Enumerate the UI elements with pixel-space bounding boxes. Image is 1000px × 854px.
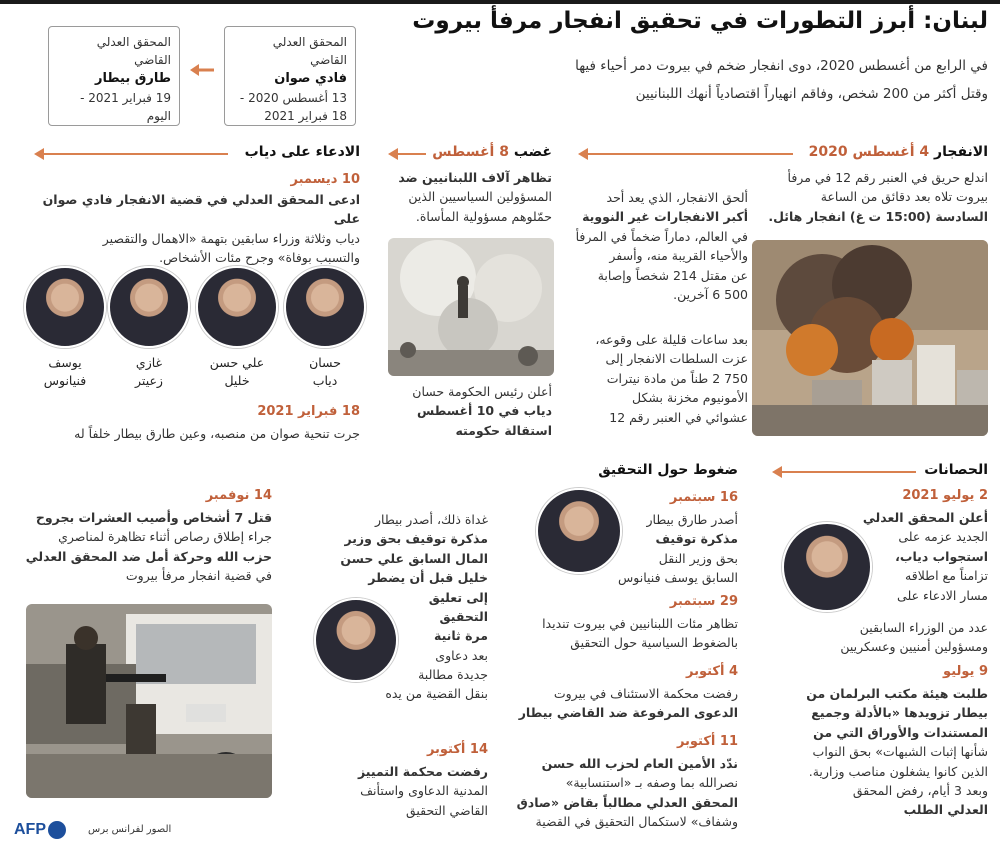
pressure-heading: ضغوط حول التحقيق <box>598 462 738 478</box>
text-line: والتسبب بوفاة» وجرح مئات الأشخاص. <box>159 250 360 266</box>
text-line: نصرالله بما وصفه بـ «استنسابية» <box>565 775 738 791</box>
text-line: بعد ساعات قليلة على وقوعه، <box>595 332 748 347</box>
immunity-heading: الحصانات <box>924 462 988 478</box>
text-line: عزت السلطات الانفجار إلى <box>605 351 748 367</box>
arrow-left-icon <box>578 148 588 160</box>
explosion-heading <box>809 144 988 160</box>
warrant-date: 14 أكتوبر <box>426 742 488 757</box>
clashes-photo <box>26 604 272 798</box>
removal-text: جرت تنحية صوان من منصبه، وعين طارق بيطار خلفاً له <box>74 426 360 441</box>
text-line: عن مقتل 214 شخصاً وإصابة <box>597 267 748 283</box>
resignation-text <box>386 382 552 440</box>
text-line: استقالة حكومته <box>455 422 552 438</box>
text-line: 750 2 طناً من مادة نيترات <box>606 370 748 386</box>
text-line: أصدر طارق بيطار <box>646 512 738 527</box>
pressure-text-4 <box>498 754 738 832</box>
immunity-text-1b <box>748 618 988 657</box>
text-line: أعلن رئيس الحكومة حسان <box>412 384 552 399</box>
name-line: علي حسن <box>209 355 265 370</box>
afp-logo <box>14 818 66 842</box>
clashes-date: 14 نوفمبر <box>205 488 272 503</box>
text-line: بالضغوط السياسية حول التحقيق <box>570 635 738 651</box>
text-line: حزب الله وحركة أمل ضد المحقق العدلي <box>25 548 272 564</box>
timeline-arrow <box>782 471 916 473</box>
text-line: جديدة مطالبة <box>418 667 488 682</box>
avatar-diab <box>284 266 366 348</box>
text-line: التحقيق <box>439 608 488 624</box>
timeline-arrow <box>44 153 228 155</box>
judge-name: طارق بيطار <box>95 71 171 86</box>
text-line: غداة ذلك، أصدر بيطار <box>374 512 488 527</box>
text-line: السابق يوسف فنيانوس <box>618 570 738 586</box>
text-line: تزامناً مع اطلاقه <box>905 568 988 584</box>
text-line: خليل قبل أن يضطر <box>368 570 488 586</box>
judge-role: المحقق العدلي القاضي <box>272 35 347 67</box>
text-line: مذكرة توقيف <box>655 531 738 547</box>
avatar <box>782 522 872 612</box>
judge-period-start: 19 فبراير 2021 - <box>80 90 171 105</box>
afp-logo-text: AFP <box>14 821 46 838</box>
explosion-casualties-text <box>553 188 748 304</box>
text-line: الأمونيوم مخزنة بشكل <box>632 390 748 406</box>
text-line: ندّد الأمين العام لحزب الله حسن <box>541 756 738 771</box>
avatar-zeaiter <box>108 266 190 348</box>
name-line: يوسف <box>48 355 82 370</box>
avatar-fenianos <box>24 266 106 348</box>
text-line: عشوائي في العنبر رقم 12 <box>609 409 748 425</box>
explosion-photo <box>752 240 988 436</box>
immunity-date-1: 2 يوليو 2021 <box>902 488 988 503</box>
anger-text <box>386 168 552 226</box>
clashes-text <box>22 508 272 586</box>
text-line: عدد من الوزراء السابقين <box>859 620 988 635</box>
text-line: مسار الادعاء على <box>897 587 988 603</box>
intro-line-1: في الرابع من أغسطس 2020، دوى انفجار ضخم في بيروت دمر أحياء فيها <box>575 58 988 74</box>
avatar-khalil <box>196 266 278 348</box>
protest-photo <box>388 238 554 376</box>
text-line: قتل 7 أشخاص وأصيب العشرات بجروح <box>35 510 272 525</box>
avatar-fenianos-pressure <box>536 488 622 574</box>
warrant-text-2 <box>318 762 488 820</box>
text-line: والأحياء القريبة منه، وأسفر <box>609 248 748 264</box>
text-line: أعلن المحقق العدلي <box>862 510 988 525</box>
name-line: دياب <box>312 372 338 388</box>
judge-role: المحقق العدلي القاضي <box>96 35 171 67</box>
explosion-date: 4 أغسطس 2020 <box>808 144 930 160</box>
text-line: الجديد عزمه على <box>898 529 988 545</box>
text-line: المسؤولين السياسيين الذين <box>408 189 552 205</box>
text-line: دياب وثلاثة وزراء سابقين بتهمة «الاهمال والتقصير <box>102 230 360 246</box>
explosion-heading-label: الانفجار <box>934 144 988 160</box>
text-line: في قضية انفجار مرفأ بيروت <box>125 568 272 584</box>
avatar <box>196 266 278 348</box>
text-line: بحق وزير النقل <box>658 550 738 566</box>
top-rule <box>0 0 1000 4</box>
immunity-text-2 <box>748 684 988 820</box>
avatar-khalil-warrant <box>314 598 398 682</box>
avatar <box>536 488 622 574</box>
person-name-khalil <box>196 354 278 389</box>
pressure-text-3 <box>498 684 738 723</box>
text-line: الدعوى المرفوعة ضد القاضي بيطار <box>518 705 738 721</box>
text-line: تظاهر آلاف اللبنانيين ضد <box>398 170 552 185</box>
avatar <box>24 266 106 348</box>
pressure-text-2 <box>498 614 738 653</box>
text-line: طلبت هيئة مكتب البرلمان من <box>806 686 988 701</box>
text-line: الذين كانوا يشغلون مناصب وزارية. <box>808 763 988 779</box>
text-line: وبعد 3 أيام، رفض المحقق <box>852 782 988 798</box>
person-name-fenianos <box>24 354 106 389</box>
avatar <box>108 266 190 348</box>
timeline-arrow <box>396 153 426 155</box>
person-name-diab <box>284 354 366 389</box>
text-line: مذكرة توقيف بحق وزير <box>344 531 488 547</box>
name-line: خليل <box>224 372 250 388</box>
text-line: القاضي التحقيق <box>405 802 488 818</box>
avatar-diab-immunity <box>782 522 872 612</box>
pressure-date-1: 16 سبتمبر <box>669 490 738 505</box>
text-line: أكبر الانفجارات غير النووية <box>582 209 748 225</box>
judge-period-end: اليوم <box>146 108 171 123</box>
text-line: بيروت تلاه بعد دقائق من الساعة <box>820 189 988 205</box>
text-line: المحقق العدلي مطالباً بقاض «صادق <box>516 794 738 810</box>
arrow-left-icon <box>190 62 214 76</box>
text-line: بعد دعاوى <box>435 647 488 663</box>
text-line: المال السابق علي حسن <box>340 550 488 566</box>
text-line: جراء إطلاق رصاص أثناء تظاهرة لمناصري <box>58 529 272 545</box>
text-line: رفضت محكمة التمييز <box>357 764 488 779</box>
removal-date: 18 فبراير 2021 <box>257 404 360 419</box>
page-title: لبنان: أبرز التطورات في تحقيق انفجار مرفأ بيروت <box>412 8 988 34</box>
arrow-left-icon <box>34 148 44 160</box>
text-line: المدنية الدعاوى واستأنف <box>360 783 488 799</box>
anger-date: 8 أغسطس <box>432 144 509 160</box>
text-line: مرة ثانية <box>433 628 488 644</box>
immunity-date-2: 9 يوليو <box>943 664 988 679</box>
text-line: إلى تعليق <box>428 589 488 605</box>
name-line: زعيتر <box>135 372 163 388</box>
text-line: 500 6 آخرين. <box>673 286 748 302</box>
charges-date: 10 ديسمبر <box>290 172 360 187</box>
avatar <box>284 266 366 348</box>
text-line: العدلي الطلب <box>903 802 988 818</box>
photo-credit: الصور لفرانس برس <box>88 824 172 835</box>
text-line: شأنها إثبات الشبهات» بحق النواب <box>812 744 988 760</box>
text-line: استجواب دياب، <box>895 548 988 564</box>
text-line: ادعى المحقق العدلي في قضية الانفجار فادي صوان على <box>42 192 360 227</box>
judge-name: فادي صوان <box>274 71 347 86</box>
arrow-left-icon <box>388 148 398 160</box>
text-line: ومسؤولين أمنيين وعسكريين <box>840 639 988 655</box>
name-line: فنيانوس <box>43 372 87 388</box>
text-line: في العالم، دماراً ضخماً في المرفأ <box>575 228 748 244</box>
text-line: ألحق الانفجار، الذي يعد أحد <box>606 190 748 205</box>
judge-period-start: 13 أغسطس 2020 - <box>239 90 347 105</box>
name-line: غازي <box>135 355 163 370</box>
judge-box-bitar <box>48 26 180 126</box>
person-name-zeaiter <box>108 354 190 389</box>
text-line: السادسة (15:00 ت غ) انفجار هائل. <box>768 208 988 224</box>
arrow-left-icon <box>772 466 782 478</box>
afp-logo-circle-icon <box>48 821 66 839</box>
avatar <box>314 598 398 682</box>
text-line: تظاهر مئات اللبنانيين في بيروت تنديدا <box>542 616 738 631</box>
text-line: حمّلوهم مسؤولية المأساة. <box>415 208 552 224</box>
text-line: اندلع حريق في العنبر رقم 12 في مرفأ <box>787 170 988 185</box>
text-line: وشفاف» لاستكمال التحقيق في القضية <box>535 814 738 830</box>
judge-box-sawan <box>224 26 356 126</box>
charges-heading: الادعاء على دياب <box>244 144 360 160</box>
anger-heading-label: غضب <box>513 144 552 160</box>
text-line: المستندات والأوراق التي من <box>813 724 988 740</box>
judge-period-end: 18 فبراير 2021 <box>264 108 347 123</box>
charges-text <box>30 190 360 268</box>
pressure-date-2: 29 سبتمبر <box>669 594 738 609</box>
explosion-text <box>758 168 988 226</box>
timeline-arrow <box>588 153 793 155</box>
explosion-cause-text <box>553 330 748 427</box>
pressure-date-3: 4 أكتوبر <box>685 664 738 679</box>
text-line: بنقل القضية من يده <box>385 686 488 702</box>
name-line: حسان <box>309 355 341 370</box>
intro-line-2: وقتل أكثر من 200 شخص، وفاقم انهياراً اقتصادياً أنهك اللبنانيين <box>635 86 988 102</box>
text-line: بيطار تزويدها «بالأدلة وجميع <box>811 705 988 721</box>
anger-heading <box>432 144 552 160</box>
text-line: رفضت محكمة الاستئناف في بيروت <box>553 686 738 701</box>
pressure-date-4: 11 أكتوبر <box>676 734 738 749</box>
text-line: دياب في 10 أغسطس <box>416 403 552 419</box>
